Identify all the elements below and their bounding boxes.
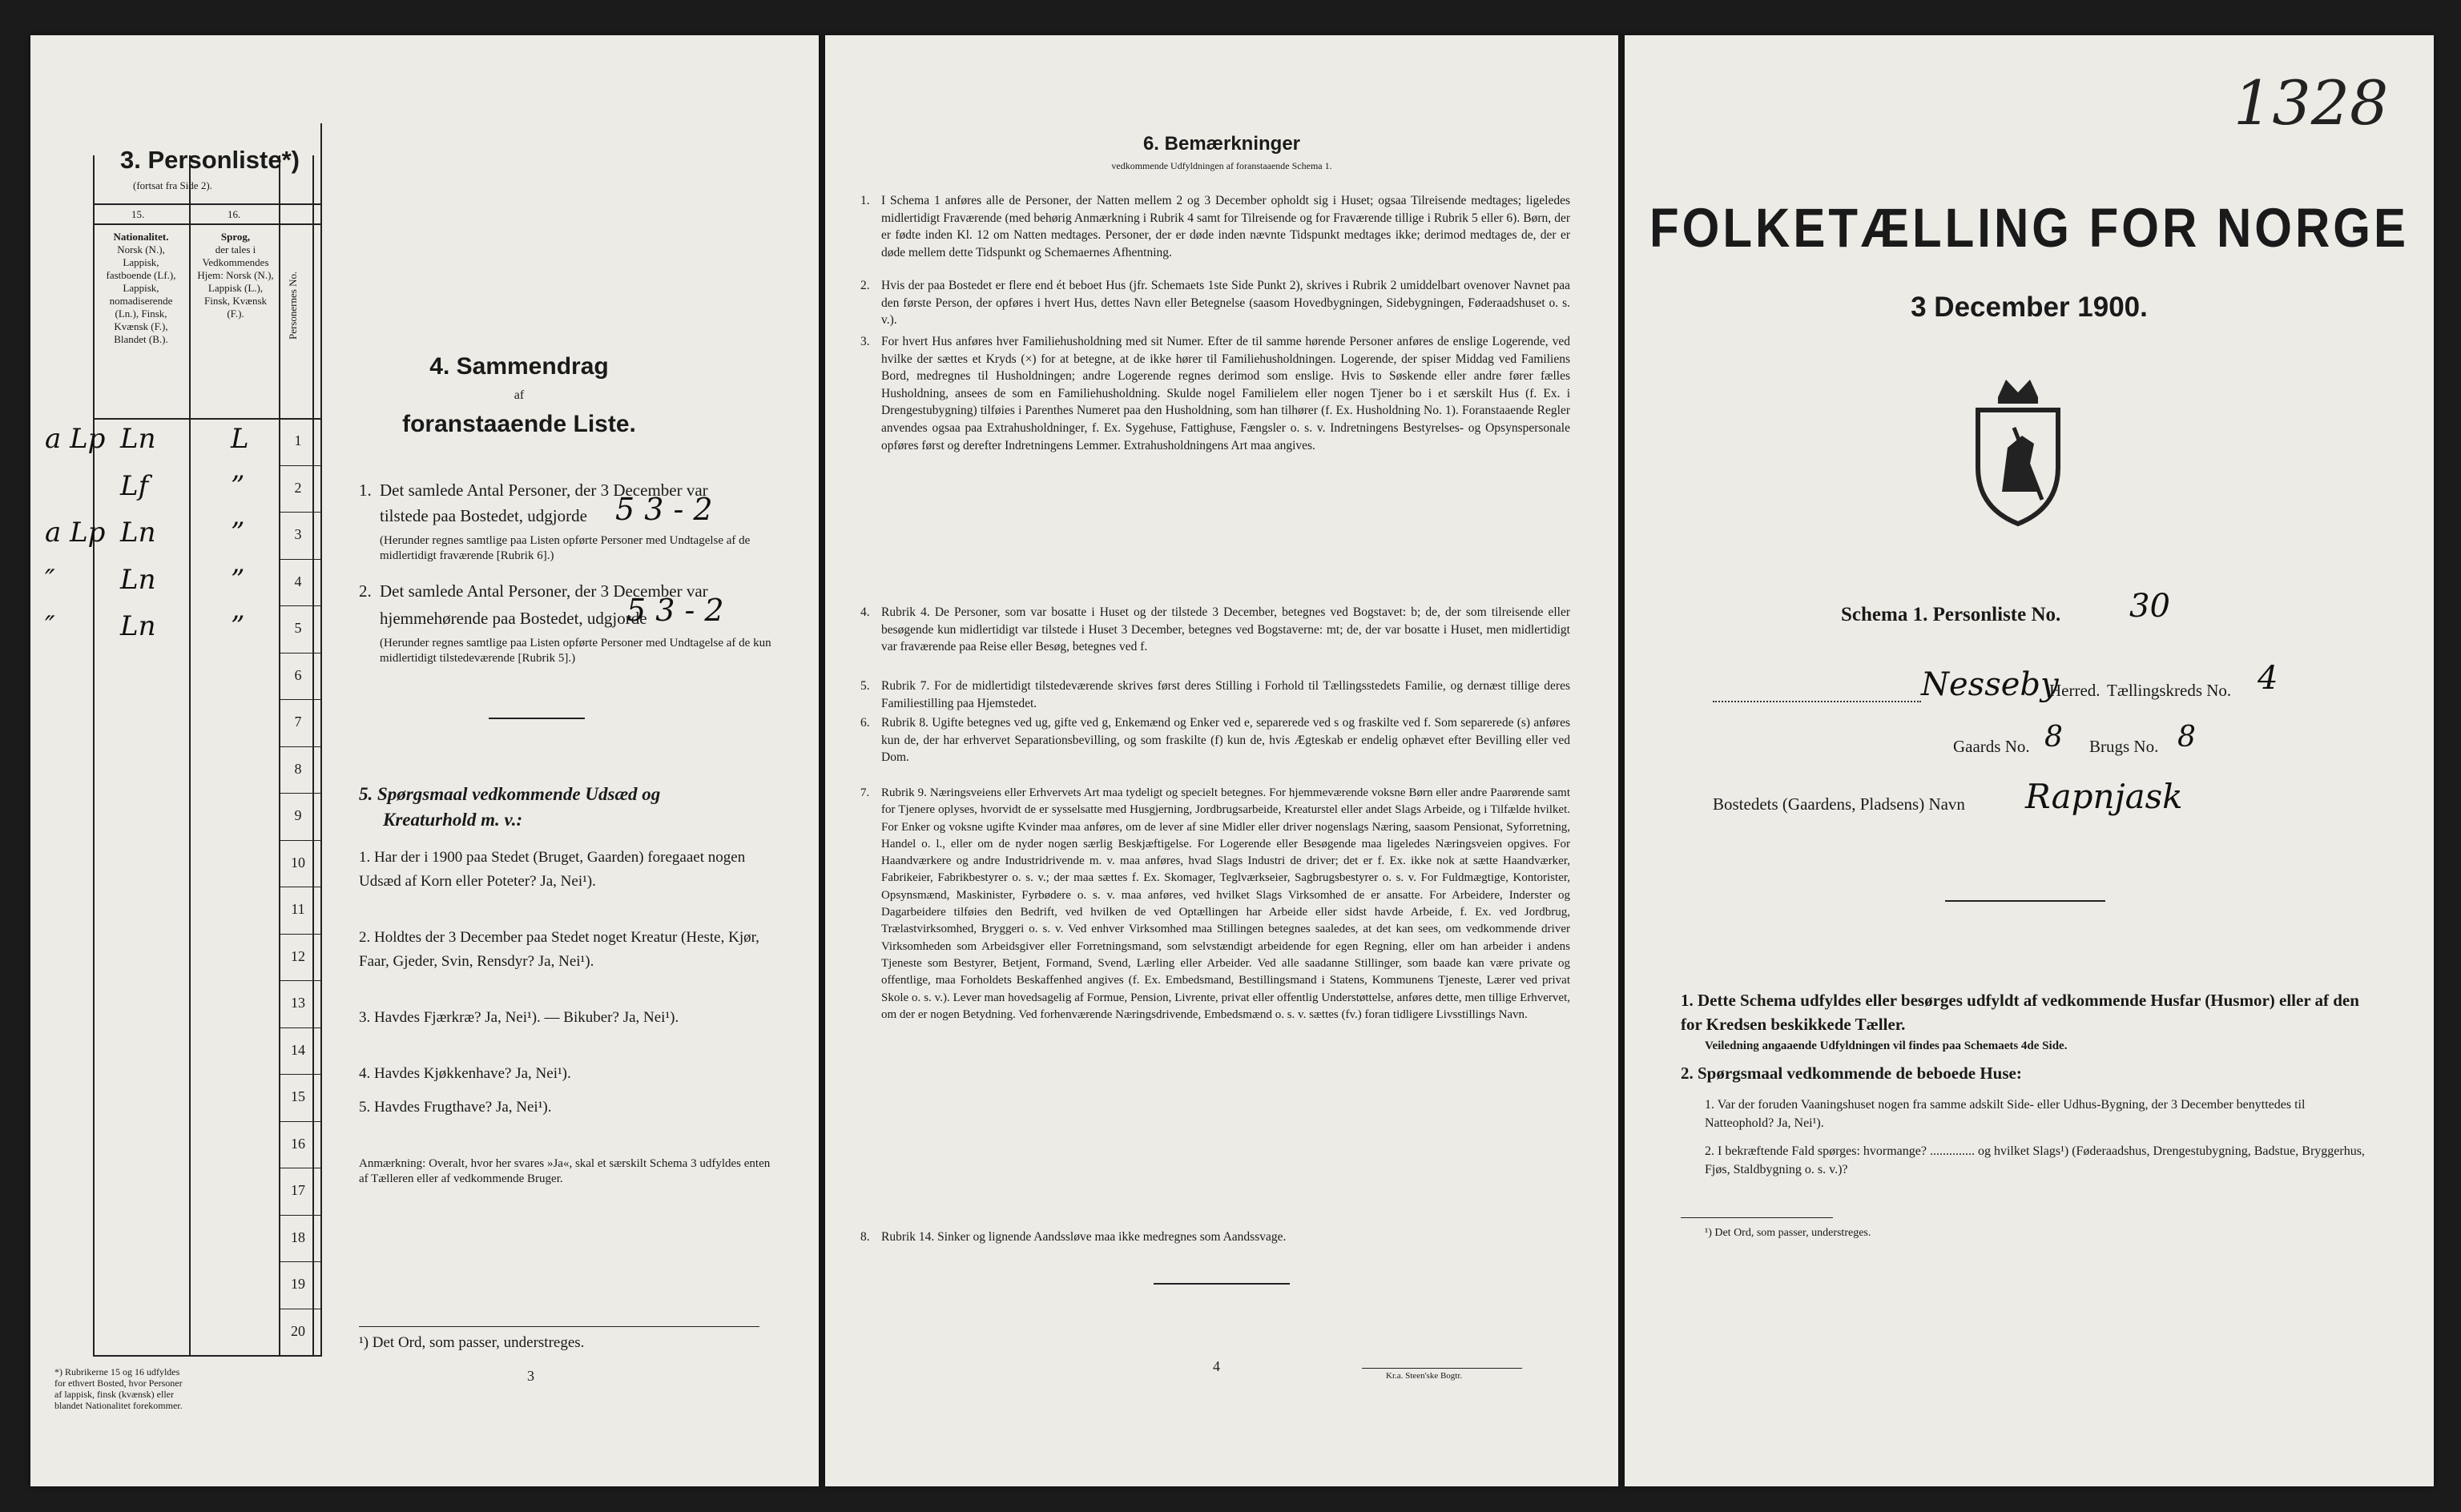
summary-1-text: Det samlede Antal Personer, der 3 December var [380,481,708,500]
summary-2-number: 2. [359,581,372,601]
row-number: 13 [291,995,305,1011]
questions-heading [359,782,775,833]
bosted-value: Rapnjask [2025,777,2183,816]
row-rule [279,980,320,981]
table-head-line [93,203,320,205]
row-rule [279,1027,320,1028]
col-person-number-header: Personernes No. [287,271,299,340]
herred-dots [1713,700,1921,702]
row-number: 19 [291,1276,305,1292]
row-number: 18 [291,1228,305,1245]
row-number: 14 [291,1041,305,1058]
row-language: ” [231,563,245,596]
footnote-rule [359,1326,759,1327]
table-head-line-2 [93,223,320,225]
remark-3: 3. For hvert Hus anføres hver Familiehusholdning med sit Numer. Efter de til samme hørende Personer anføres de enslige Logerende, ved hvilke der sættes et Kryds (×) for at betegne, at de ikke hører til Familiehusholdningen. Logerende, der spiser Middag ved Familiens Bord, medregnes til Husholdningen; andre Logerende regnes derimod som enslige. Hvis to Søskende eller andre fører fælles Husholdning, ansees de som en Familiehusholdning. Skulde nogel Familielem eller nogen Tjener bo i et særskilt Hus (f. Ex. i Drengestubygning) tilføies i Parenthes Numeret paa den Husholdning, som han tilhører (f. Ex. Husholdning No. 1). Foranstaaende Regler anvendes ogsaa paa Extrahusholdninger, f. Ex. Sygehuse, Fattighuse, Fængsler o. s. v. Indretningens Bestyrelses- og Opsynspersonale opføres først og derefter Indretningens Lemmer. Extrahusholdningens Art maa angives. [860,335,1570,452]
sammendrag-title: 4. Sammendrag [429,353,609,380]
row-number: 3 [294,526,302,542]
row-number: 15 [291,1088,305,1104]
row-language: ” [231,517,245,549]
table-body-top [93,418,320,420]
col-language-header [195,231,276,320]
row-left-mark: a Lp [45,423,106,455]
row-rule [279,559,320,560]
row-number: 9 [294,807,302,823]
remarks-title: 6. Bemærkninger [1142,133,1301,155]
summary-1-number: 1. [359,481,372,500]
summary-1-note: (Herunder regnes samtlige paa Listen opførte Personer med Undtagelse af de midlertidigt fraværende [Rubrik 6].) [380,534,751,562]
instruction-2: 2. Spørgsmaal vedkommende de beboede Huse: [1681,1064,2022,1083]
herred-label: Herred. [2049,681,2101,700]
row-rule [279,840,320,841]
page-right [1625,35,2434,1486]
col-15-number: 15. [131,208,145,220]
row-rule [279,1355,320,1356]
row-language: L [231,423,249,455]
row-number: 2 [294,479,302,496]
row-number: 17 [291,1182,305,1198]
col-nationality-title: Nationalitet. [113,231,169,243]
row-nationality: Ln [120,423,156,455]
divider-middle [1154,1283,1290,1285]
archive-number: 1328 [2233,67,2389,139]
personliste-title: 3. Personliste*) [120,146,300,174]
row-number: 5 [294,620,302,636]
instruction-1: 1. Dette Schema udfyldes eller besørges udfyldt af vedkommende Husfar (Husmor) eller af den for Kredsen beskikkede Tæller. [1681,991,2359,1034]
document-date: 3 December 1900. [1911,292,2148,323]
question-5: 5. Havdes Frugthave? Ja, Nei¹). [359,1099,552,1116]
row-left-mark: ″ [45,610,55,642]
row-nationality: Ln [120,610,156,642]
sammendrag-af: af [514,388,525,402]
row-language: ” [231,610,245,642]
row-number: 8 [294,760,302,777]
instruction-2-2: 2. I bekræftende Fald spørges: hvormange? .............. og hvilket Slags¹) (Føderaadshus, Drengestubygning, Badstue, Bryggerhus, Fjøs, Staldbygning o. s. v.)? [1705,1144,2365,1176]
instruction-2-1: 1. Var der foruden Vaaningshuset nogen fra samme adskilt Side- eller Udhus-Bygning, der 3 December benyttedes til Natteophold? Ja, Nei¹). [1705,1098,2306,1130]
table-border-right [320,123,322,1357]
page-number-4: 4 [1213,1358,1220,1374]
row-rule [279,699,320,700]
kreds-label: Tællingskreds No. [2107,681,2232,700]
footnote-left: *) Rubrikerne 15 og 16 udfyldes for ethvert Bosted, hvor Personer af lappisk, finsk (kvænsk) eller blandet Nationalitet forekommer. [54,1366,183,1411]
row-number: 11 [291,901,305,917]
row-rule [279,1121,320,1122]
sammendrag-heading [351,352,687,439]
question-3: 3. Havdes Fjærkræ? Ja, Nei¹). — Bikuber? Ja, Nei¹). [359,1009,679,1026]
row-rule [279,512,320,513]
question-2: 2. Holdtes der 3 December paa Stedet noget Kreatur (Heste, Kjør, Faar, Gjeder, Svin, Rensdyr? Ja, Nei¹). [359,929,759,970]
row-rule [279,1261,320,1262]
remark-7: 7. Rubrik 9. Næringsveiens eller Erhvervets Art maa tydeligt og specielt betegnes. For hjemmeværende voksne Børn eller andre Paarørende samt for Tjenere oplyses, hvorvidt de er sysselsatte med Husgjerning, Jordbrugsarbeide, Kreaturstel eller andet Slags Arbeide, og i Tilfælde hvilket. For Enker og voksne ugifte Kvinder maa anføres, om de lever af sine Midler eller driver nogenslags Næring, saasom Pensionat, Syforretning, Handel o. l., eller om de nyder nogen særlig Beskjæftigelse. For Logerende eller Besøgende maa ligeledes Næringsveien opgives. For Haandværkere og andre Industridrivende m. v. maa anføres, hvad Slags Industri de driver; det er f. Ex. ikke nok at sætte Haandværker, Fabrikeier, Fabrikbestyrer o. s. v.; der maa sættes f. Ex. Skomager, Teglværkseier, Sagbrugsbestyrer o. s. v. For Fuldmægtige, Kontorister, Opsynsmænd, Maskinister, Fyrbødere o. s. v. maa anføres, ved hvilket Slags Virksomhed de er ansatte. For Arbeidere, Inderster og Dagarbeidere tilføies den Bedrift, ved hvilken de ved Optællingen har Arbeide eller sidst havde Arbeide, f. Ex. ved Jordbrug, Trælastvirksomhed, Bryggeri o. s. v. Ved enhver Virksomhed maa Stillingen betegnes saaledes, at det kan sees, om vedkommende driver Virksomheden som Arbeidsgiver eller Forretningsmand, som selvstændigt arbeidende for egen Regning, eller om han arbeider i andens Tjeneste som Bestyrer, Betjent, Formand, Svend, Lærling eller Arbeider. Ved alle saadanne Stillinger, som baade kan være private og offentlige, maa Forholdets Beskaffenhed angives (f. Ex. Embedsmand, Bestillingsmand i Statens, Kommunens Tjeneste, Lærer ved privat Skole o. s. v.). Lever man hovedsagelig af Formue, Pension, Livrente, privat eller offentlig Understøttelse, anføres dette, men tillige Erhvervet, om der er nogen Betydning. Ved forhenværende Næringsdrivende, Embedsmænd o. s. v. sættes (fv.) foran tidligere Livsstillings Navn. [860,786,1570,1021]
printer-rule [1362,1368,1522,1369]
question-4: 4. Havdes Kjøkkenhave? Ja, Nei¹). [359,1065,571,1082]
sammendrag-subtitle: foranstaaende Liste. [402,411,636,437]
row-left-mark: a Lp [45,517,106,549]
row-nationality: Ln [120,517,156,549]
document-title: FOLKETÆLLING FOR NORGE [1649,196,2409,259]
summary-2-note: (Herunder regnes samtlige paa Listen opførte Personer med Undtagelse af de kun midlertidigt tilstedeværende [Rubrik 5].) [380,637,771,665]
remark-5: 5. Rubrik 7. For de midlertidigt tilstedeværende skrives først deres Stilling i Forhold til Tællingsstedets Familie, og dernæst tillige deres Familiestilling paa Hjemstedet. [860,679,1570,710]
annotation-note: Anmærkning: Overalt, hvor her svares »Ja«, skal et særskilt Schema 3 udfyldes enten af Tælleren eller af vedkommende Bruger. [359,1157,771,1185]
row-rule [279,1215,320,1216]
table-divider-2 [279,155,280,1357]
table-divider-3 [312,155,314,1357]
col-language-title: Sprog, [220,231,251,243]
schema-label: Schema 1. Personliste No. [1841,604,2061,625]
row-rule [279,605,320,606]
row-rule [279,746,320,747]
remark-8: 8. Rubrik 14. Sinker og lignende Aandssløve maa ikke medregnes som Aandssvage. [860,1230,1287,1244]
table-border-left [93,155,95,1357]
instruction-1-guidance: Veiledning angaaende Udfyldningen vil findes paa Schemaets 4de Side. [1705,1040,2068,1052]
row-rule [279,465,320,466]
row-language: ” [231,469,245,502]
gaards-value: 8 [2044,721,2063,754]
bosted-label: Bostedets (Gaardens, Pladsens) Navn [1713,794,1965,814]
row-nationality: Lf [120,469,149,502]
gaards-label: Gaards No. [1953,737,2030,756]
col-language-desc: der tales i Vedkommendes Hjem: Norsk (N.), Lappisk (L.), Finsk, Kvænsk (F.). [197,243,274,320]
remark-6: 6. Rubrik 8. Ugifte betegnes ved ug, gifte ved g, Enkemænd og Enker ved e, separerede ved s og fraskilte ved f. Som separerede (s) anføres kun de, der har erhvervet Separationsbevilling, og som fraskilte (f) kun de, hvis Ægteskab er endelig ophævet efter Bevilling eller ved Dom. [860,716,1570,765]
footnote-right: ¹) Det Ord, som passer, understreges. [1705,1227,1871,1239]
questions-title-line2: Kreaturhold m. v.: [383,810,523,830]
row-number: 1 [294,432,302,448]
schema-number: 30 [2129,588,2170,625]
page-left [30,35,819,1486]
row-number: 16 [291,1135,305,1152]
page-number-3: 3 [527,1368,534,1384]
summary-2-label: hjemmehørende paa Bostedet, udgjorde [380,609,647,628]
table-divider-1 [189,155,191,1357]
remark-2: 2. Hvis der paa Bostedet er flere end ét beboet Hus (jfr. Schemaets 1ste Side Punkt 2), skrives i Rubrik 2 umiddelbart ovenover Navnet paa den første Person, der opføres i hvert Hus, dettes Navn eller Betegnelse (saasom Hovedbygningen, Sidebygningen, Føderaadshuset o. s. v.). [860,279,1570,328]
row-left-mark: ″ [45,563,55,596]
row-number: 10 [291,854,305,871]
divider-left [489,718,585,719]
personliste-sub: (fortsat fra Side 2). [133,179,212,191]
remarks-subtitle: vedkommende Udfyldningen af foranstaaende Schema 1. [1111,160,1332,171]
summary-1-value: 5 3 - 2 [615,492,713,527]
divider-right [1945,900,2105,902]
row-rule [279,934,320,935]
col-nationality-header [99,231,183,346]
row-number: 20 [291,1322,305,1339]
row-number: 12 [291,947,305,964]
page-middle [825,35,1618,1486]
row-rule [279,1074,320,1075]
brugs-label: Brugs No. [2089,737,2159,756]
footnote-text: ¹) Det Ord, som passer, understreges. [359,1334,585,1351]
question-1: 1. Har der i 1900 paa Stedet (Bruget, Gaarden) foregaaet nogen Udsæd af Korn eller Poteter? Ja, Nei¹). [359,849,746,890]
row-rule [279,793,320,794]
kreds-value: 4 [2258,660,2278,697]
row-number: 4 [294,573,302,589]
questions-title-line1: 5. Spørgsmaal vedkommende Udsæd og [359,784,661,804]
herred-value: Nesseby [1921,666,2059,703]
col-16-number: 16. [228,208,241,220]
summary-2-value: 5 3 - 2 [626,593,724,628]
summary-1-label: tilstede paa Bostedet, udgjorde [380,506,587,525]
brugs-value: 8 [2177,721,2196,754]
coat-of-arms-icon [1958,372,2078,536]
row-number: 7 [294,714,302,730]
printer-credit: Kr.a. Steen'ske Bogtr. [1386,1371,1463,1381]
summary-2-text: Det samlede Antal Personer, der 3 December var [380,581,708,601]
row-nationality: Ln [120,563,156,596]
remark-1: 1. I Schema 1 anføres alle de Personer, der Natten mellem 2 og 3 December opholdt sig i Huset; ogsaa Tilreisende medtages; ligeledes midlertidigt Fraværende (med behørig Anmærkning i Rubrik 4 samt for Tilreisende og for Fraværende tillige i Rubrik 5 eller 6). Børn, der er fødte inden Kl. 12 om Natten medtages. Personer, der er døde inden nævnte Tidspunkt medtages ikke; derimod medtages de, der er døde mellem dette Tidspunkt og Schemaernes Afhentning. [860,194,1570,259]
footnote-rule-right [1681,1217,1833,1218]
col-nationality-desc: Norsk (N.), Lappisk, fastboende (Lf.), Lappisk, nomadiserende (Ln.), Finsk, Kvænsk (F.), Blandet (B.). [106,243,176,345]
remark-4: 4. Rubrik 4. De Personer, som var bosatte i Huset og der tilstede 3 December, betegnes ved Bogstavet: b; de, der som tilreisende eller besøgende kun midlertidigt var tilstede i Huset 3 December, betegnes ved Bogstaverne: mt; de, der var bosatte i Huset, men midlertidigt var fraværende paa Reise eller Besøg, betegnes ved f. [860,605,1570,654]
row-number: 6 [294,666,302,683]
